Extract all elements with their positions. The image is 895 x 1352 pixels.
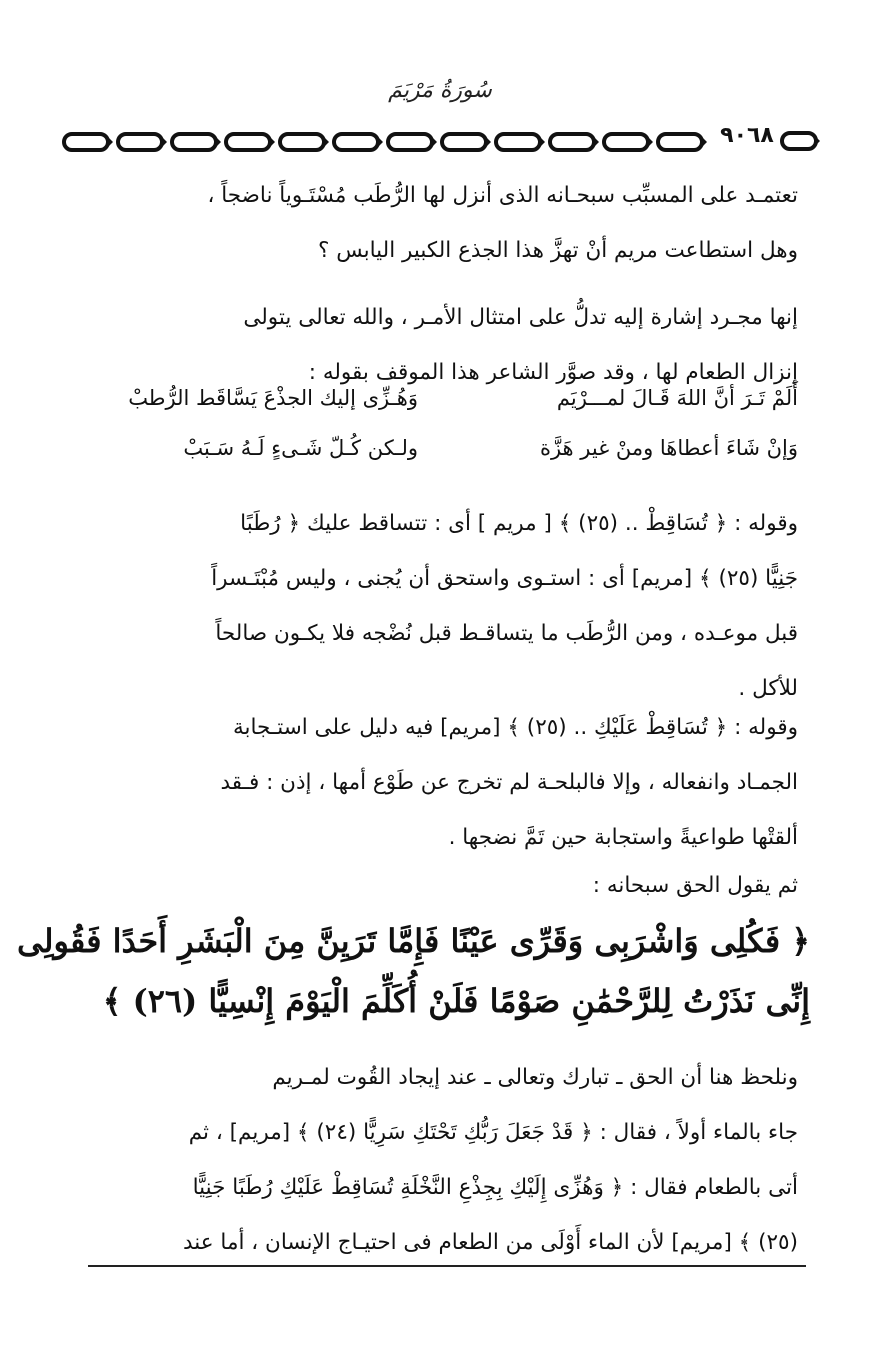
footer-divider [88,1265,806,1267]
paragraph-1 [78,168,798,278]
poem-row [78,436,798,486]
text-line: أتى بالطعام فقال : ﴿ وَهُزِّى إِلَيْكِ بِجِذْعِ النَّخْلَةِ تُسَاقِطْ عَلَيْكِ رُطَبًا جَنِيًّا [192,1175,798,1200]
paragraph-6 [78,1050,798,1270]
poem-row [78,386,798,436]
chain-ornament-border [60,128,710,156]
text-line: تعتمـد على المسبِّب سبحـانه الذى أنزل لها الرُّطَب مُسْتَـوياً ناضجاً ، [207,183,798,208]
poem-verses [78,386,798,486]
text-line: (٢٥) ﴾ [مريم] لأن الماء أَوْلَى من الطعام فى احتيـاج الإنسان ، أما عند [182,1230,798,1255]
page-number-ornament [776,128,822,154]
text-line: وقوله : ﴿ تُسَاقِطْ عَلَيْكِ .. (٢٥) ﴾ [مريم] فيه دليل على استـجابة [232,715,798,740]
text-line: ألقتْها طواعيةً واستجابة حين تَمَّ نضجها . [448,825,798,850]
text-line: إنها مجـرد إشارة إليه تدلُّ على امتثال الأمـر ، والله تعالى يتولى [243,305,798,330]
text-line: ونلحظ هنا أن الحق ـ تبارك وتعالى ـ عند إيجاد القُوت لمـريم [272,1065,798,1090]
quran-verse-line: ﴿ فَكُلِى وَاشْرَبِى وَقَرِّى عَيْنًا فَإِمَّا تَرَيِنَّ مِنَ الْبَشَرِ أَحَدًا فَقُولِى [17,922,810,960]
text-line: الجمـاد وانفعاله ، وإلا فالبلحـة لم تخرج عن طَوْع أمها ، إذن : فـقد [220,770,798,795]
paragraph-5 [78,858,798,913]
text-line: قبل موعـده ، ومن الرُّطَب ما يتساقـط قبل نُضْجه فلا يكـون صالحاً [215,621,798,646]
poem-second-hemistich: ولـكن كُـلّ شَـىءٍ لَـهُ سَـبَبْ [183,436,418,460]
text-line: وقوله : ﴿ تُسَاقِطْ .. (٢٥) ﴾ [ مريم ] أى : تتساقط عليك ﴿ رُطَبًا [240,511,798,536]
poem-first-hemistich: أَلَمْ تَـرَ أنَّ اللهَ قَـالَ لمـــرْيَم [556,386,798,410]
text-line: جَنِيًّا (٢٥) ﴾ [مريم] أى : استـوى واستحق أن يُجنى ، وليس مُبْتَـسراً [211,566,798,591]
text-line: ثم يقول الحق سبحانه : [592,873,798,898]
poem-first-hemistich: وَإنْ شَاءَ أعطاهَا ومنْ غير هَزَّة [539,436,798,460]
page-number: ٩٠٦٨ [720,123,774,148]
text-line: للأكل . [738,676,798,701]
quran-verse-line: إِنِّى نَذَرْتُ لِلرَّحْمَٰنِ صَوْمًا فَلَنْ أُكَلِّمَ الْيَوْمَ إِنْسِيًّا (٢٦) ﴾ [102,982,810,1020]
text-line: جاء بالماء أولاً ، فقال : ﴿ قَدْ جَعَلَ رَبُّكِ تَحْتَكِ سَرِيًّا (٢٤) ﴾ [مريم] ، ثم [188,1120,798,1145]
paragraph-3 [78,496,798,716]
paragraph-2 [78,290,798,400]
text-line: إنزال الطعام لها ، وقد صوَّر الشاعر هذا الموقف بقوله : [308,360,798,385]
poem-second-hemistich: وَهُـزِّى إليك الجذْعَ يَسَّاقَط الرُّطبْ [128,386,418,410]
paragraph-4 [78,700,798,865]
text-line: وهل استطاعت مريم أنْ تهزَّ هذا الجذع الكبير اليابس ؟ [317,238,798,263]
surah-title: سُورَةُ مَرْيَمَ [388,78,492,103]
